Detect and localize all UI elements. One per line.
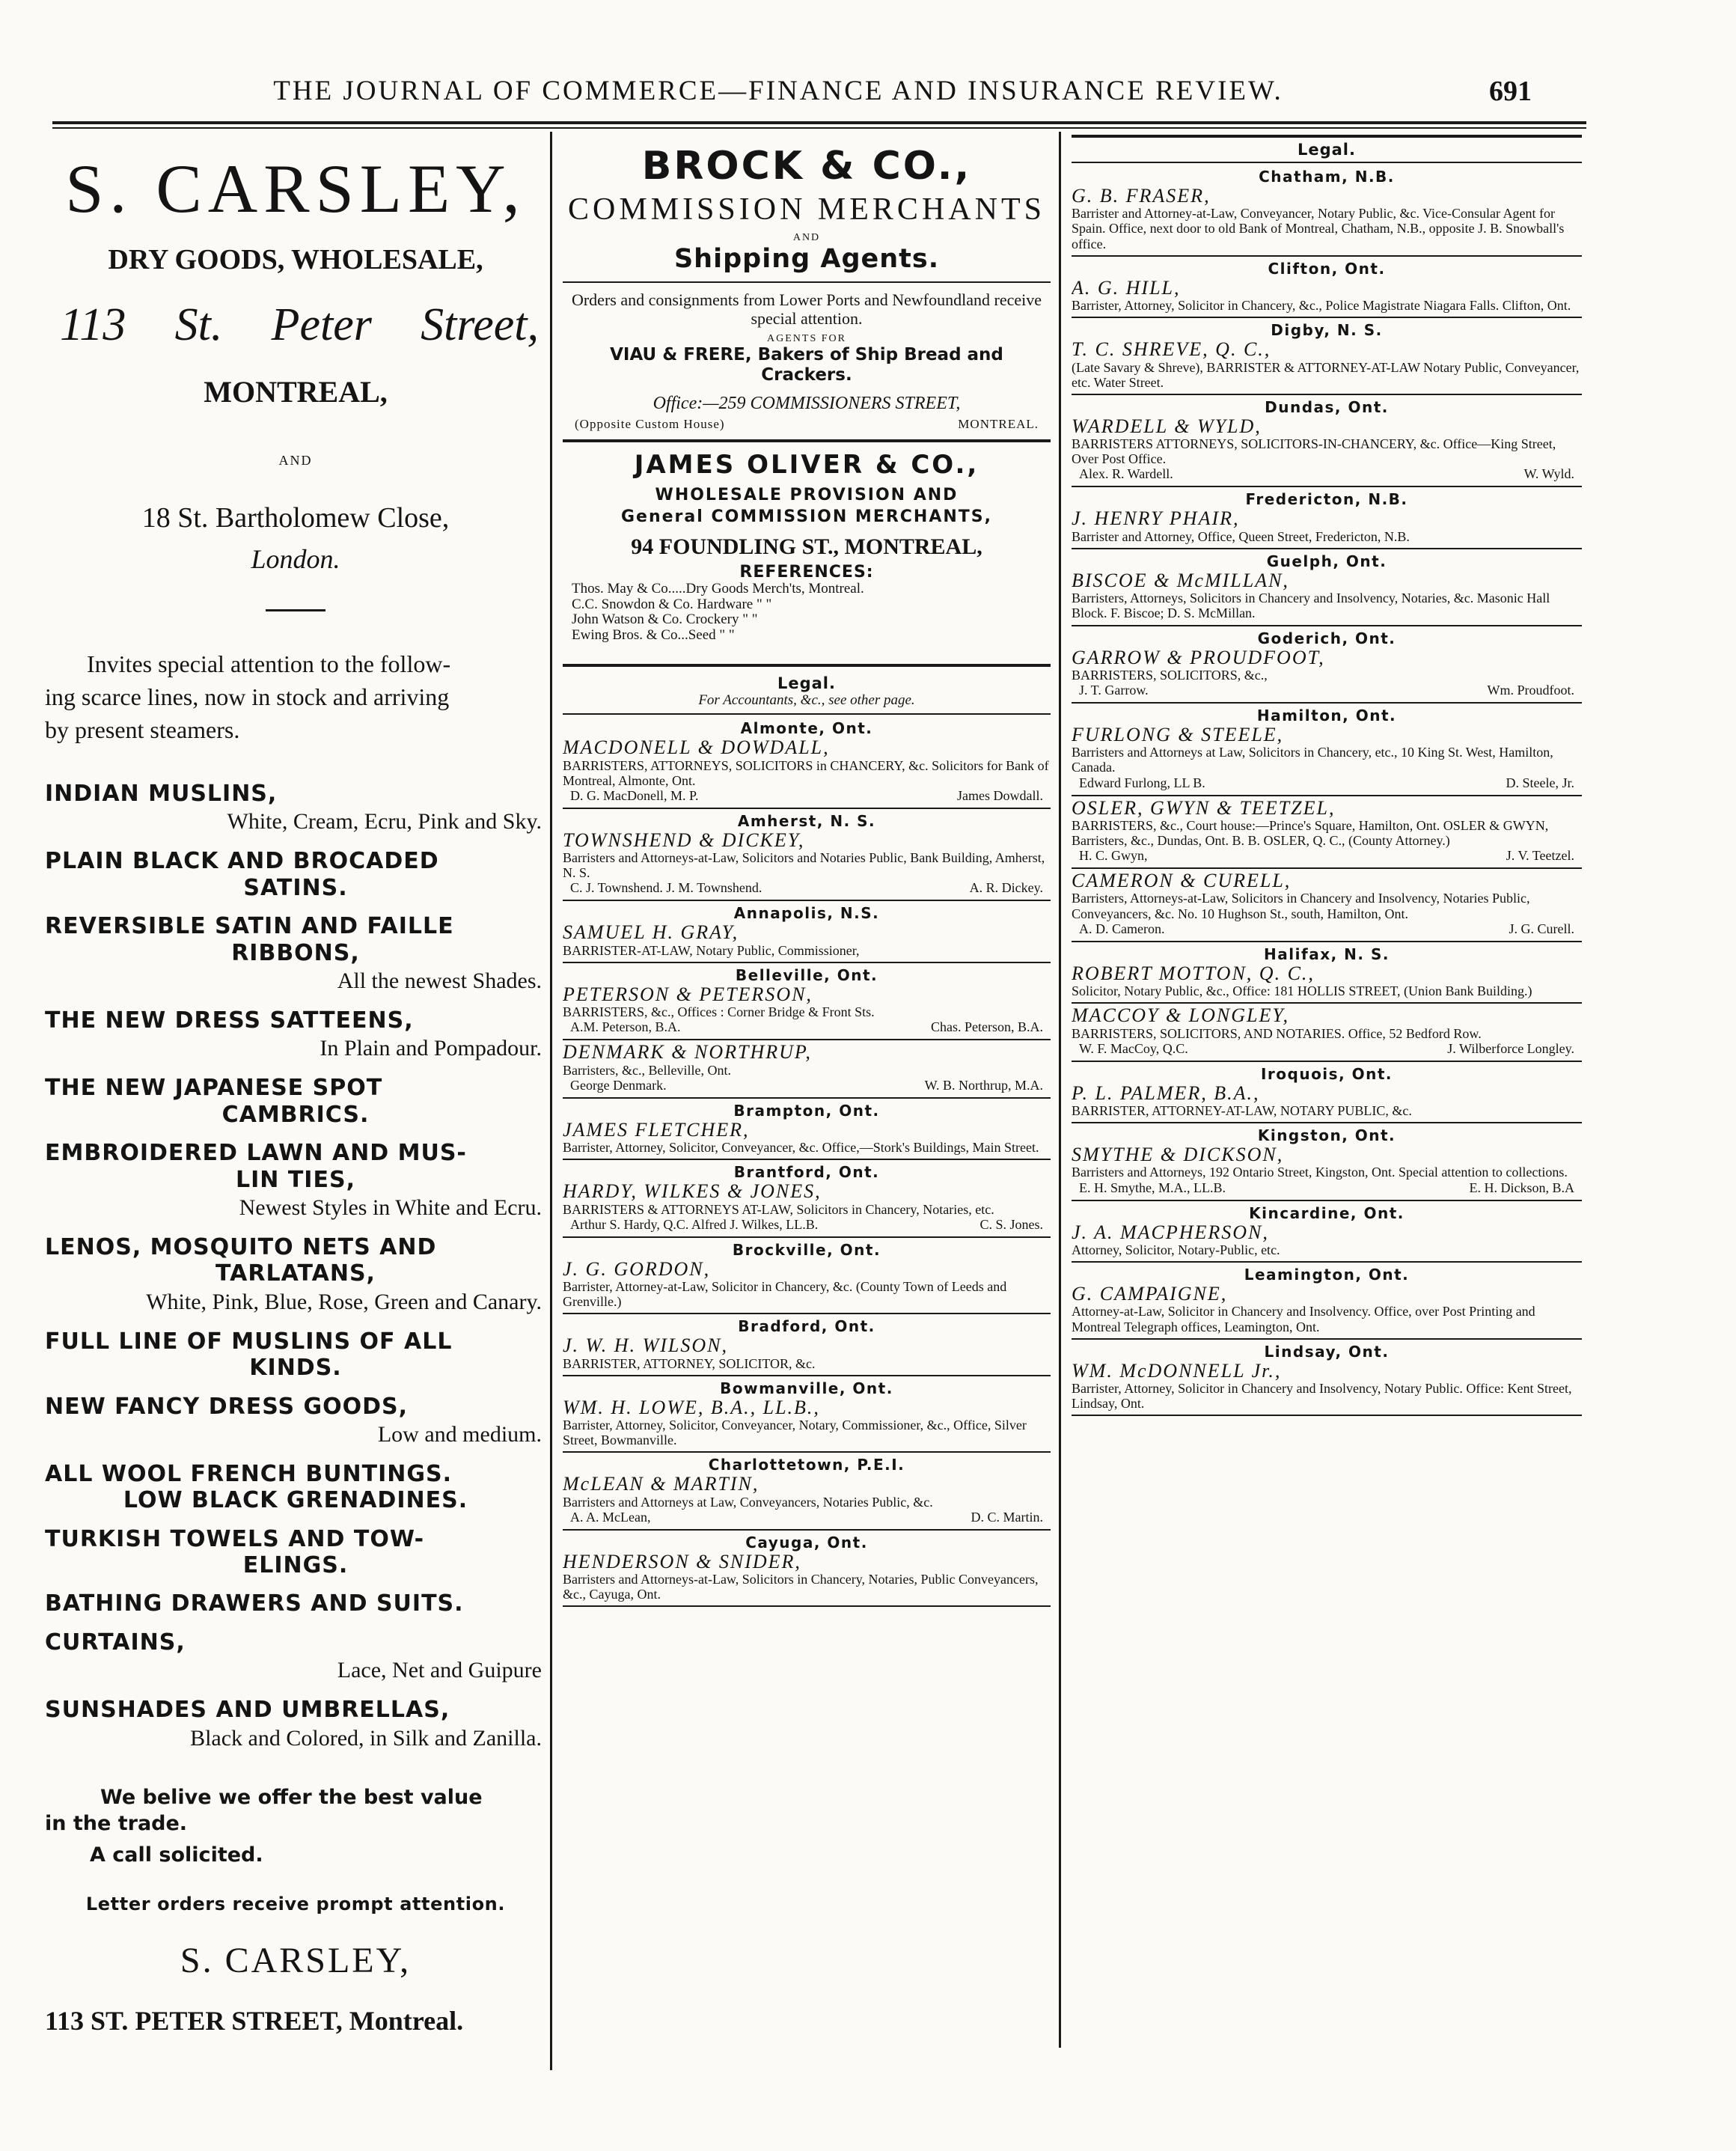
entry-place: Charlottetown, P.E.I.: [708, 1456, 905, 1474]
legal-entry: [1072, 704, 1582, 796]
entry-body: Barristers, Attorneys-at-Law, Solicitors in Chancery and Insolvency, Notaries Public, Conveyancers, &c. No. 10 Hughson St., south, Hamilton, Ont.: [1072, 891, 1530, 921]
entry-body: Attorney-at-Law, Solicitor in Chancery and Insolvency. Office, over Post Printing and Montreal Telegraph offices, Leamington, Ont.: [1072, 1304, 1535, 1334]
entry-place: Halifax, N. S.: [1264, 945, 1390, 963]
legal-entry: [563, 1314, 1051, 1376]
carsley-name: S. CARSLEY,: [65, 150, 526, 227]
entry-body: BARRISTER, ATTORNEY-AT-LAW, NOTARY PUBLIC, &c.: [1072, 1102, 1412, 1118]
item-detail: White, Cream, Ecru, Pink and Sky.: [227, 809, 542, 835]
entry-body: BARRISTERS, SOLICITORS, &c.,: [1072, 667, 1268, 683]
entry-place: Leamington, Ont.: [1244, 1266, 1410, 1284]
carsley-item: [45, 1140, 546, 1222]
entry-firm: J. HENRY PHAIR,: [1072, 507, 1240, 530]
entry-place: Bowmanville, Ont.: [720, 1379, 893, 1397]
entry-names: [1072, 921, 1582, 937]
item-heading: TARLATANS,: [216, 1260, 376, 1287]
carsley-item: [45, 848, 546, 901]
item-heading: REVERSIBLE SATIN AND FAILLE: [45, 913, 454, 940]
carsley-and: AND: [278, 452, 313, 468]
entry-name-left: George Denmark.: [570, 1077, 667, 1093]
entry-body: Barrister and Attorney-at-Law, Conveyancer, Notary Public, &c. Vice-Consular Agent for Spain. Office, next door to old Bank of Montreal, Chatham, N.B., opposite J. B. Snowball's office.: [1072, 206, 1565, 251]
entry-body: Barrister, Attorney, Solicitor in Chancery and Insolvency, Notary Public. Office: Kent Street, Lindsay, Ont.: [1072, 1380, 1572, 1412]
entry-body: Barrister and Attorney, Office, Queen Street, Fredericton, N.B.: [1072, 528, 1410, 544]
legal-entry: [1072, 257, 1582, 318]
entry-firm: P. L. PALMER, B.A.,: [1072, 1081, 1260, 1104]
item-heading: RIBBONS,: [231, 939, 360, 966]
brock-and: AND: [792, 232, 821, 243]
entry-name-right: J. G. Curell.: [1509, 921, 1574, 936]
reference-line: C.C. Snowdon & Co. Hardware " ": [572, 596, 772, 612]
entry-place: Bradford, Ont.: [738, 1317, 875, 1336]
entry-firm: BISCOE & McMILLAN,: [1072, 569, 1289, 591]
invite-line: by present steamers.: [45, 716, 240, 743]
entry-place: Belleville, Ont.: [735, 965, 878, 984]
carsley-item: [45, 781, 546, 836]
item-heading: CAMBRICS.: [221, 1101, 370, 1128]
entry-body: Barristers, &c., Belleville, Ont.: [563, 1062, 731, 1078]
entry-firm: J. G. GORDON,: [563, 1257, 711, 1280]
entry-body: Barristers, Attorneys, Solicitors in Chancery and Insolvency, Notaries, &c. Masonic Hall Block. F. Biscoe; D. S. McMillan.: [1072, 591, 1550, 621]
entry-firm: A. G. HILL,: [1072, 276, 1181, 299]
entry-body: Barrister, Attorney, Solicitor, Conveyancer, Notary, Commissioner, &c., Office, Silver Street, Bowmanville.: [563, 1418, 1027, 1448]
legal-subheading: For Accountants, &c., see other page.: [698, 692, 915, 709]
entry-firm: G. B. FRASER,: [1072, 185, 1211, 207]
entry-firm: WM. McDONNELL Jr.,: [1072, 1359, 1282, 1382]
value-line: We belive we offer the best value: [100, 1785, 483, 1809]
brock-orders: Orders and consignments from Lower Ports and Newfoundland receive special attention.: [571, 290, 1042, 329]
entry-body: BARRISTERS ATTORNEYS, SOLICITORS-IN-CHANCERY, &c. Office—King Street, Over Post Office.: [1072, 436, 1556, 467]
entry-name-left: D. G. MacDonell, M. P.: [570, 787, 699, 803]
invite-line: ing scarce lines, now in stock and arriving: [45, 683, 450, 710]
item-heading: TURKISH TOWELS AND TOW-: [45, 1525, 425, 1552]
entry-names: [1072, 775, 1582, 791]
entry-place: Dundas, Ont.: [1265, 397, 1389, 416]
entry-body: BARRISTER-AT-LAW, Notary Public, Commissioner,: [563, 942, 860, 958]
carsley-orders: Letter orders receive prompt attention.: [85, 1893, 506, 1914]
entry-place: Chatham, N.B.: [1259, 168, 1395, 186]
entry-names: [1072, 848, 1582, 864]
brock-office-row: [575, 417, 1039, 432]
column-divider-2: [1059, 132, 1061, 2048]
oliver-subtitle: [563, 484, 1051, 528]
page-number: 691: [1489, 76, 1532, 107]
legal-entry: [1072, 1062, 1582, 1123]
entry-body: Barrister, Attorney, Solicitor, Conveyancer, &c. Office,—Stork's Buildings, Main Street.: [563, 1140, 1039, 1156]
entry-body: Barrister, Attorney, Solicitor in Chancery, &c., Police Magistrate Niagara Falls. Clifton, Ont.: [1072, 298, 1571, 314]
item-detail: All the newest Shades.: [337, 968, 542, 994]
oliver-name: JAMES OLIVER & CO.,: [634, 449, 979, 480]
item-heading: PLAIN BLACK AND BROCADED: [45, 848, 439, 875]
entry-body: BARRISTERS, SOLICITORS, AND NOTARIES. Office, 52 Bedford Row.: [1072, 1025, 1482, 1041]
entry-place: Brampton, Ont.: [733, 1101, 880, 1120]
oliver-address: 94 FOUNDLING ST., MONTREAL,: [631, 534, 982, 560]
divider: [1072, 162, 1582, 163]
entry-name-right: A. R. Dickey.: [969, 880, 1043, 896]
entry-name-right: D. C. Martin.: [971, 1509, 1043, 1525]
carsley-london-address: 18 St. Bartholomew Close,: [141, 501, 450, 534]
legal-entry: [1072, 1340, 1582, 1417]
middle-column: [563, 135, 1051, 2051]
entry-name-right: Chas. Peterson, B.A.: [931, 1019, 1043, 1035]
entry-body: Barristers and Attorneys at Law, Solicitors in Chancery, etc., 10 King St. West, Hamilton, Canada.: [1072, 745, 1553, 775]
entry-place: Hamilton, Ont.: [1256, 706, 1397, 724]
entry-firm: McLEAN & MARTIN,: [563, 1473, 760, 1495]
carsley-city: MONTREAL,: [204, 374, 388, 409]
legal-entry: [1072, 869, 1582, 942]
item-heading: LIN TIES,: [236, 1166, 355, 1193]
legal-entry: [563, 1376, 1051, 1453]
carsley-items: [45, 781, 546, 1753]
entry-name-left: E. H. Smythe, M.A., LL.B.: [1079, 1180, 1226, 1195]
item-heading: THE NEW JAPANESE SPOT: [45, 1075, 383, 1102]
brock-montreal: MONTREAL.: [958, 416, 1039, 431]
carsley-footer-name: S. CARSLEY,: [180, 1940, 412, 1980]
right-column: [1072, 135, 1582, 2051]
brock-agents-for: AGENTS FOR: [767, 332, 846, 344]
oliver-references: [563, 582, 1051, 643]
carsley-call: A call solicited.: [90, 1843, 263, 1867]
legal-listings: [563, 716, 1051, 1607]
entry-body: BARRISTERS, &c., Court house:—Prince's Square, Hamilton, Ont. OSLER & GWYN, Barristers, &c., Dundas, Ont. B. B. OSLER, Q. C., (County Attorney.): [1072, 817, 1549, 849]
entry-place: Brockville, Ont.: [732, 1240, 881, 1259]
entry-name-left: A.M. Peterson, B.A.: [570, 1019, 681, 1035]
carsley-item: [45, 1328, 546, 1382]
entry-place: Clifton, Ont.: [1268, 259, 1386, 278]
item-heading: BATHING DRAWERS AND SUITS.: [45, 1590, 464, 1617]
entry-firm: WM. H. LOWE, B.A., LL.B.,: [563, 1396, 820, 1418]
divider: [563, 664, 1051, 667]
item-heading: LOW BLACK GRENADINES.: [123, 1487, 468, 1514]
entry-name-left: Edward Furlong, LL B.: [1079, 775, 1205, 790]
item-detail: Lace, Net and Guipure: [337, 1658, 542, 1683]
entry-name-left: Arthur S. Hardy, Q.C. Alfred J. Wilkes, LL.B.: [570, 1216, 819, 1232]
legal-entry: [563, 1531, 1051, 1608]
carsley-item: [45, 1590, 546, 1617]
entry-names: [1072, 1041, 1582, 1057]
brock-office: Office:—259 COMMISSIONERS STREET,: [652, 393, 961, 413]
carsley-value: [45, 1784, 546, 1837]
entry-firm: T. C. SHREVE, Q. C.,: [1072, 338, 1271, 361]
entry-firm: HARDY, WILKES & JONES,: [563, 1180, 822, 1203]
item-heading: ALL WOOL FRENCH BUNTINGS.: [45, 1460, 453, 1487]
entry-place: Lindsay, Ont.: [1264, 1342, 1390, 1361]
carsley-item: [45, 1697, 546, 1752]
carsley-item: [45, 1234, 546, 1316]
entry-place: Kincardine, Ont.: [1249, 1203, 1405, 1222]
legal-entry: [1072, 1263, 1582, 1340]
reference-line: Thos. May & Co.....Dry Goods Merch'ts, Montreal.: [572, 581, 864, 597]
divider: [563, 713, 1051, 715]
entry-body: Barristers and Attorneys at Law, Conveyancers, Notaries Public, &c.: [563, 1494, 933, 1510]
item-heading: KINDS.: [249, 1355, 342, 1382]
legal-entry: [1072, 487, 1582, 549]
entry-firm: SMYTHE & DICKSON,: [1072, 1144, 1284, 1166]
item-detail: Newest Styles in White and Ecru.: [239, 1195, 542, 1220]
column-divider-1: [550, 132, 552, 2070]
value-line: in the trade.: [45, 1812, 188, 1836]
oliver-sub-line: WHOLESALE PROVISION AND: [655, 485, 959, 504]
entry-firm: GARROW & PROUDFOOT,: [1072, 646, 1325, 668]
legal-entry: [1072, 1201, 1582, 1263]
carsley-street: [60, 299, 539, 352]
item-heading: INDIAN MUSLINS,: [45, 781, 278, 808]
legal-entry: [1072, 796, 1582, 870]
entry-place: Goderich, Ont.: [1257, 629, 1396, 647]
carsley-item: [45, 1394, 546, 1449]
item-detail: Black and Colored, in Silk and Zanilla.: [190, 1725, 542, 1751]
entry-body: BARRISTERS & ATTORNEYS AT-LAW, Solicitors in Chancery, Notaries, etc.: [563, 1201, 994, 1217]
entry-place: Fredericton, N.B.: [1245, 490, 1408, 509]
brock-shipping: Shipping Agents.: [673, 244, 940, 274]
reference-line: John Watson & Co. Crockery " ": [572, 611, 758, 628]
carsley-invite: [45, 647, 546, 746]
entry-place: Kingston, Ont.: [1257, 1126, 1396, 1145]
divider: [266, 609, 326, 611]
entry-body: BARRISTER, ATTORNEY, SOLICITOR, &c.: [563, 1355, 816, 1371]
entry-firm: MACDONELL & DOWDALL,: [563, 736, 830, 759]
header-rule-thick: [52, 121, 1586, 124]
entry-place: Cayuga, Ont.: [745, 1533, 868, 1552]
entry-body: Attorney, Solicitor, Notary-Public, etc.: [1072, 1242, 1280, 1257]
legal-entry: [563, 963, 1051, 1040]
legal-entry: [1072, 626, 1582, 704]
entry-firm: JAMES FLETCHER,: [563, 1118, 750, 1141]
entry-name-left: Alex. R. Wardell.: [1079, 466, 1173, 482]
entry-firm: OSLER, GWYN & TEETZEL,: [1072, 796, 1336, 819]
entry-firm: J. W. H. WILSON,: [563, 1334, 728, 1357]
entry-name-right: James Dowdall.: [957, 787, 1043, 803]
brock-opposite: (Opposite Custom House): [575, 416, 725, 431]
entry-body: Barristers and Attorneys-at-Law, Solicitors in Chancery, Notaries, Public Conveyancers, &c., Cayuga, Ont.: [563, 1572, 1039, 1602]
journal-title: THE JOURNAL OF COMMERCE—FINANCE AND INSURANCE REVIEW.: [273, 76, 1283, 106]
oliver-references-head: REFERENCES:: [739, 563, 874, 582]
item-detail: White, Pink, Blue, Rose, Green and Canary.: [146, 1289, 542, 1314]
entry-name-left: H. C. Gwyn,: [1079, 848, 1148, 864]
entry-names: [1072, 1180, 1582, 1196]
header-rule-thin: [52, 127, 1586, 129]
entry-name-right: D. Steele, Jr.: [1506, 775, 1574, 790]
item-heading: SUNSHADES AND UMBRELLAS,: [45, 1697, 450, 1724]
invite-line: Invites special attention to the follow-: [87, 650, 451, 677]
street-word: St.: [174, 299, 223, 350]
legal-listings: [1072, 165, 1582, 1416]
carsley-item: [45, 1007, 546, 1063]
legal-entry: [563, 901, 1051, 962]
entry-body: BARRISTERS, ATTORNEYS, SOLICITORS in CHANCERY, &c. Solicitors for Bank of Montreal, Almonte, Ont.: [563, 757, 1049, 788]
entry-firm: ROBERT MOTTON, Q. C.,: [1072, 962, 1315, 984]
legal-entry: [563, 1453, 1051, 1530]
entry-firm: FURLONG & STEELE,: [1072, 723, 1284, 745]
entry-firm: SAMUEL H. GRAY,: [563, 921, 739, 944]
entry-place: Iroquois, Ont.: [1260, 1064, 1393, 1083]
item-heading: NEW FANCY DRESS GOODS,: [45, 1393, 409, 1420]
divider: [563, 439, 1051, 442]
entry-names: [563, 1217, 1051, 1233]
street-word: Peter: [271, 299, 372, 350]
legal-entry: [1072, 318, 1582, 395]
carsley-subtitle: DRY GOODS, WHOLESALE,: [108, 243, 483, 275]
item-detail: In Plain and Pompadour.: [320, 1036, 542, 1061]
entry-name-right: J. V. Teetzel.: [1506, 848, 1574, 864]
item-heading: THE NEW DRESS SATTEENS,: [45, 1007, 414, 1034]
brock-subtitle: COMMISSION MERCHANTS: [568, 192, 1045, 227]
carsley-london: London.: [251, 543, 340, 574]
entry-names: [563, 1019, 1051, 1035]
entry-names: [563, 1510, 1051, 1525]
legal-entry: [1072, 395, 1582, 488]
legal-entry: [1072, 1004, 1582, 1061]
carsley-advertisement: [45, 135, 546, 2058]
entry-name-left: J. T. Garrow.: [1079, 682, 1149, 698]
entry-place: Brantford, Ont.: [733, 1163, 880, 1182]
entry-firm: MACCOY & LONGLEY,: [1072, 1004, 1289, 1027]
street-number: 113: [60, 299, 126, 350]
entry-names: [1072, 466, 1582, 482]
entry-names: [563, 1078, 1051, 1093]
entry-body: (Late Savary & Shreve), BARRISTER & ATTORNEY-AT-LAW Notary Public, Conveyancer, etc. Water Street.: [1072, 359, 1580, 390]
item-heading: ELINGS.: [242, 1552, 349, 1579]
entry-name-right: W. B. Northrup, M.A.: [924, 1077, 1043, 1093]
brock-viau: VIAU & FRERE, Bakers of Ship Bread and Crackers.: [610, 344, 1003, 385]
entry-name-right: C. S. Jones.: [979, 1216, 1043, 1232]
legal-heading: Legal.: [777, 674, 836, 693]
legal-entry: [563, 1040, 1051, 1098]
entry-firm: WARDELL & WYLD,: [1072, 415, 1262, 437]
entry-body: BARRISTERS, &c., Offices : Corner Bridge & Front Sts.: [563, 1004, 875, 1020]
entry-name-left: A. A. McLean,: [570, 1509, 651, 1525]
entry-firm: HENDERSON & SNIDER,: [563, 1550, 801, 1572]
entry-name-left: A. D. Cameron.: [1079, 921, 1165, 936]
legal-entry: [1072, 165, 1582, 257]
reference-line: Ewing Bros. & Co...Seed " ": [572, 626, 735, 643]
legal-entry: [1072, 549, 1582, 626]
entry-place: Digby, N. S.: [1271, 321, 1383, 340]
legal-entry: [563, 1099, 1051, 1160]
entry-name-right: Wm. Proudfoot.: [1487, 682, 1574, 698]
divider: [1072, 135, 1582, 138]
legal-entry: [563, 809, 1051, 902]
item-heading: SATINS.: [243, 874, 348, 901]
entry-name-right: E. H. Dickson, B.A: [1469, 1180, 1574, 1195]
legal-entry: [563, 1160, 1051, 1237]
divider: [563, 281, 1051, 283]
entry-body: Barrister, Attorney-at-Law, Solicitor in Chancery, &c. (County Town of Leeds and Grenville.): [563, 1279, 1007, 1310]
entry-place: Annapolis, N.S.: [733, 904, 880, 923]
entry-body: Barristers and Attorneys, 192 Ontario Street, Kingston, Ont. Special attention to collections.: [1072, 1165, 1568, 1180]
entry-place: Almonte, Ont.: [740, 719, 873, 738]
legal-entry: [1072, 1123, 1582, 1200]
entry-name-left: C. J. Townshend. J. M. Townshend.: [570, 880, 762, 896]
entry-names: [563, 788, 1051, 804]
entry-firm: CAMERON & CURELL,: [1072, 870, 1292, 892]
entry-body: Barristers and Attorneys-at-Law, Solicitors and Notaries Public, Bank Building, Amherst, N. S.: [563, 850, 1045, 881]
entry-firm: TOWNSHEND & DICKEY,: [563, 829, 805, 851]
carsley-item: [45, 1461, 546, 1514]
entry-place: Guelph, Ont.: [1266, 552, 1387, 570]
item-heading: FULL LINE OF MUSLINS OF ALL: [45, 1328, 453, 1355]
entry-firm: DENMARK & NORTHRUP,: [563, 1041, 812, 1064]
carsley-item: [45, 1526, 546, 1579]
carsley-item: [45, 1629, 546, 1685]
street-word: Street,: [421, 299, 539, 350]
item-heading: EMBROIDERED LAWN AND MUS-: [45, 1140, 467, 1167]
carsley-item: [45, 913, 546, 995]
item-detail: Low and medium.: [377, 1421, 542, 1447]
entry-body: Solicitor, Notary Public, &c., Office: 181 HOLLIS STREET, (Union Bank Building.): [1072, 983, 1532, 999]
legal-entry: [563, 716, 1051, 809]
entry-name-left: W. F. MacCoy, Q.C.: [1079, 1040, 1188, 1056]
entry-names: [563, 880, 1051, 896]
carsley-footer-address: 113 ST. PETER STREET, Montreal.: [45, 2005, 464, 2036]
entry-firm: PETERSON & PETERSON,: [563, 983, 813, 1005]
brock-name: BROCK & CO.,: [641, 144, 972, 189]
legal-heading: Legal.: [1297, 141, 1356, 159]
oliver-sub-line: General COMMISSION MERCHANTS,: [620, 507, 992, 527]
entry-names: [1072, 683, 1582, 698]
item-heading: LENOS, MOSQUITO NETS AND: [45, 1233, 437, 1260]
entry-name-right: W. Wyld.: [1523, 466, 1574, 482]
entry-firm: J. A. MACPHERSON,: [1072, 1221, 1269, 1243]
entry-place: Amherst, N. S.: [737, 811, 876, 830]
carsley-item: [45, 1075, 546, 1128]
legal-entry: [563, 1238, 1051, 1315]
item-heading: CURTAINS,: [45, 1629, 186, 1656]
entry-firm: G. CAMPAIGNE,: [1072, 1283, 1228, 1305]
entry-name-right: J. Wilberforce Longley.: [1447, 1040, 1574, 1056]
legal-entry: [1072, 942, 1582, 1004]
